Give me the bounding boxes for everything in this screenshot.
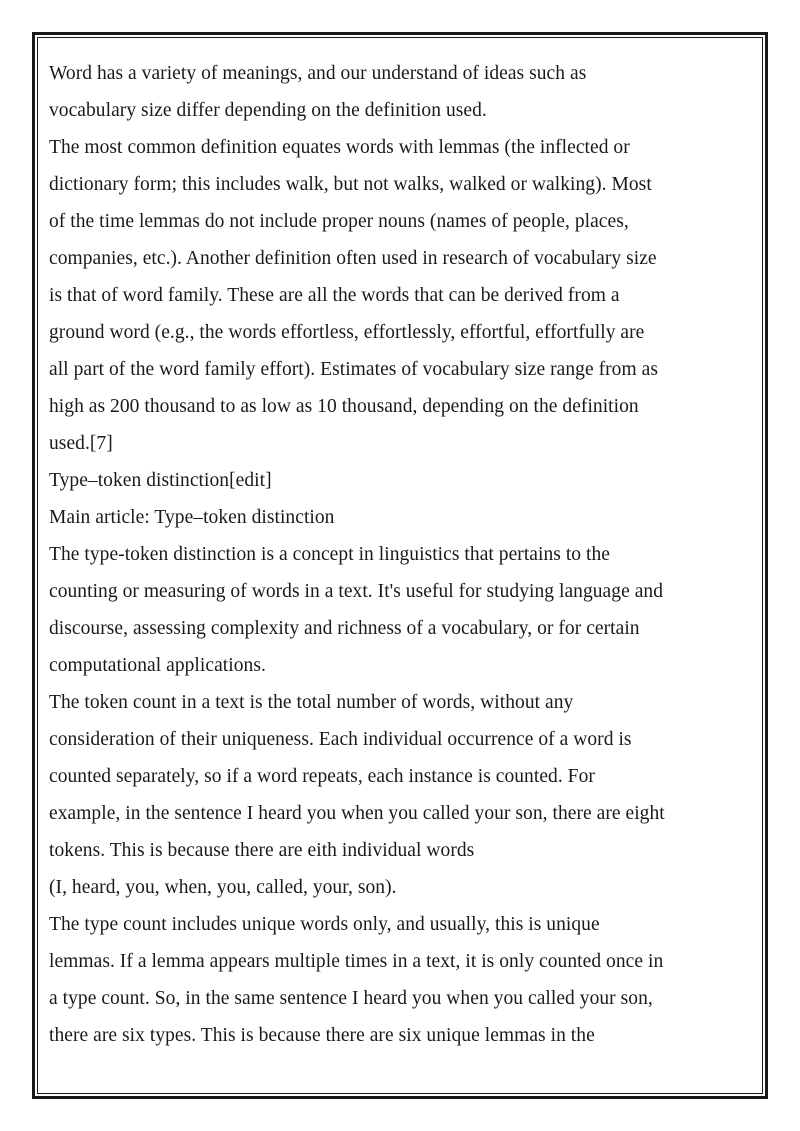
text-line: there are six types. This is because there are six unique lemmas in the <box>49 1025 595 1046</box>
text-line: Word has a variety of meanings, and our understand of ideas such as <box>49 63 587 84</box>
text-line: counted separately, so if a word repeats, each instance is counted. For <box>49 766 595 787</box>
text-line: computational applications. <box>49 655 266 676</box>
text-line: discourse, assessing complexity and richness of a vocabulary, or for certain <box>49 618 640 639</box>
text-line: The type-token distinction is a concept in linguistics that pertains to the <box>49 544 611 565</box>
text-line: The type count includes unique words only, and usually, this is unique <box>49 914 600 935</box>
section-heading: Type–token distinction[edit] <box>49 470 272 491</box>
text-line: lemmas. If a lemma appears multiple times in a text, it is only counted once in <box>49 951 664 972</box>
main-article-note: Main article: Type–token distinction <box>49 507 335 528</box>
text-line: counting or measuring of words in a text. It's useful for studying language and <box>49 581 664 602</box>
text-line: of the time lemmas do not include proper nouns (names of people, places, <box>49 211 629 232</box>
text-line: tokens. This is because there are eith individual words <box>49 840 475 861</box>
text-line: a type count. So, in the same sentence I heard you when you called your son, <box>49 988 653 1009</box>
text-line: The most common definition equates words with lemmas (the inflected or <box>49 137 630 158</box>
page-frame <box>32 32 768 1099</box>
document-body <box>49 55 739 1054</box>
text-line: all part of the word family effort). Estimates of vocabulary size range from as <box>49 359 658 380</box>
text-line: is that of word family. These are all the words that can be derived from a <box>49 285 620 306</box>
text-line: high as 200 thousand to as low as 10 thousand, depending on the definition <box>49 396 639 417</box>
text-line: (I, heard, you, when, you, called, your, son). <box>49 877 397 898</box>
text-line: example, in the sentence I heard you when you called your son, there are eight <box>49 803 665 824</box>
text-line: The token count in a text is the total number of words, without any <box>49 692 574 713</box>
text-line: ground word (e.g., the words effortless, effortlessly, effortful, effortfully are <box>49 322 645 343</box>
text-line: consideration of their uniqueness. Each individual occurrence of a word is <box>49 729 632 750</box>
text-line: dictionary form; this includes walk, but not walks, walked or walking). Most <box>49 174 652 195</box>
text-line: used.[7] <box>49 433 113 454</box>
text-line: vocabulary size differ depending on the definition used. <box>49 100 487 121</box>
text-line: companies, etc.). Another definition often used in research of vocabulary size <box>49 248 657 269</box>
